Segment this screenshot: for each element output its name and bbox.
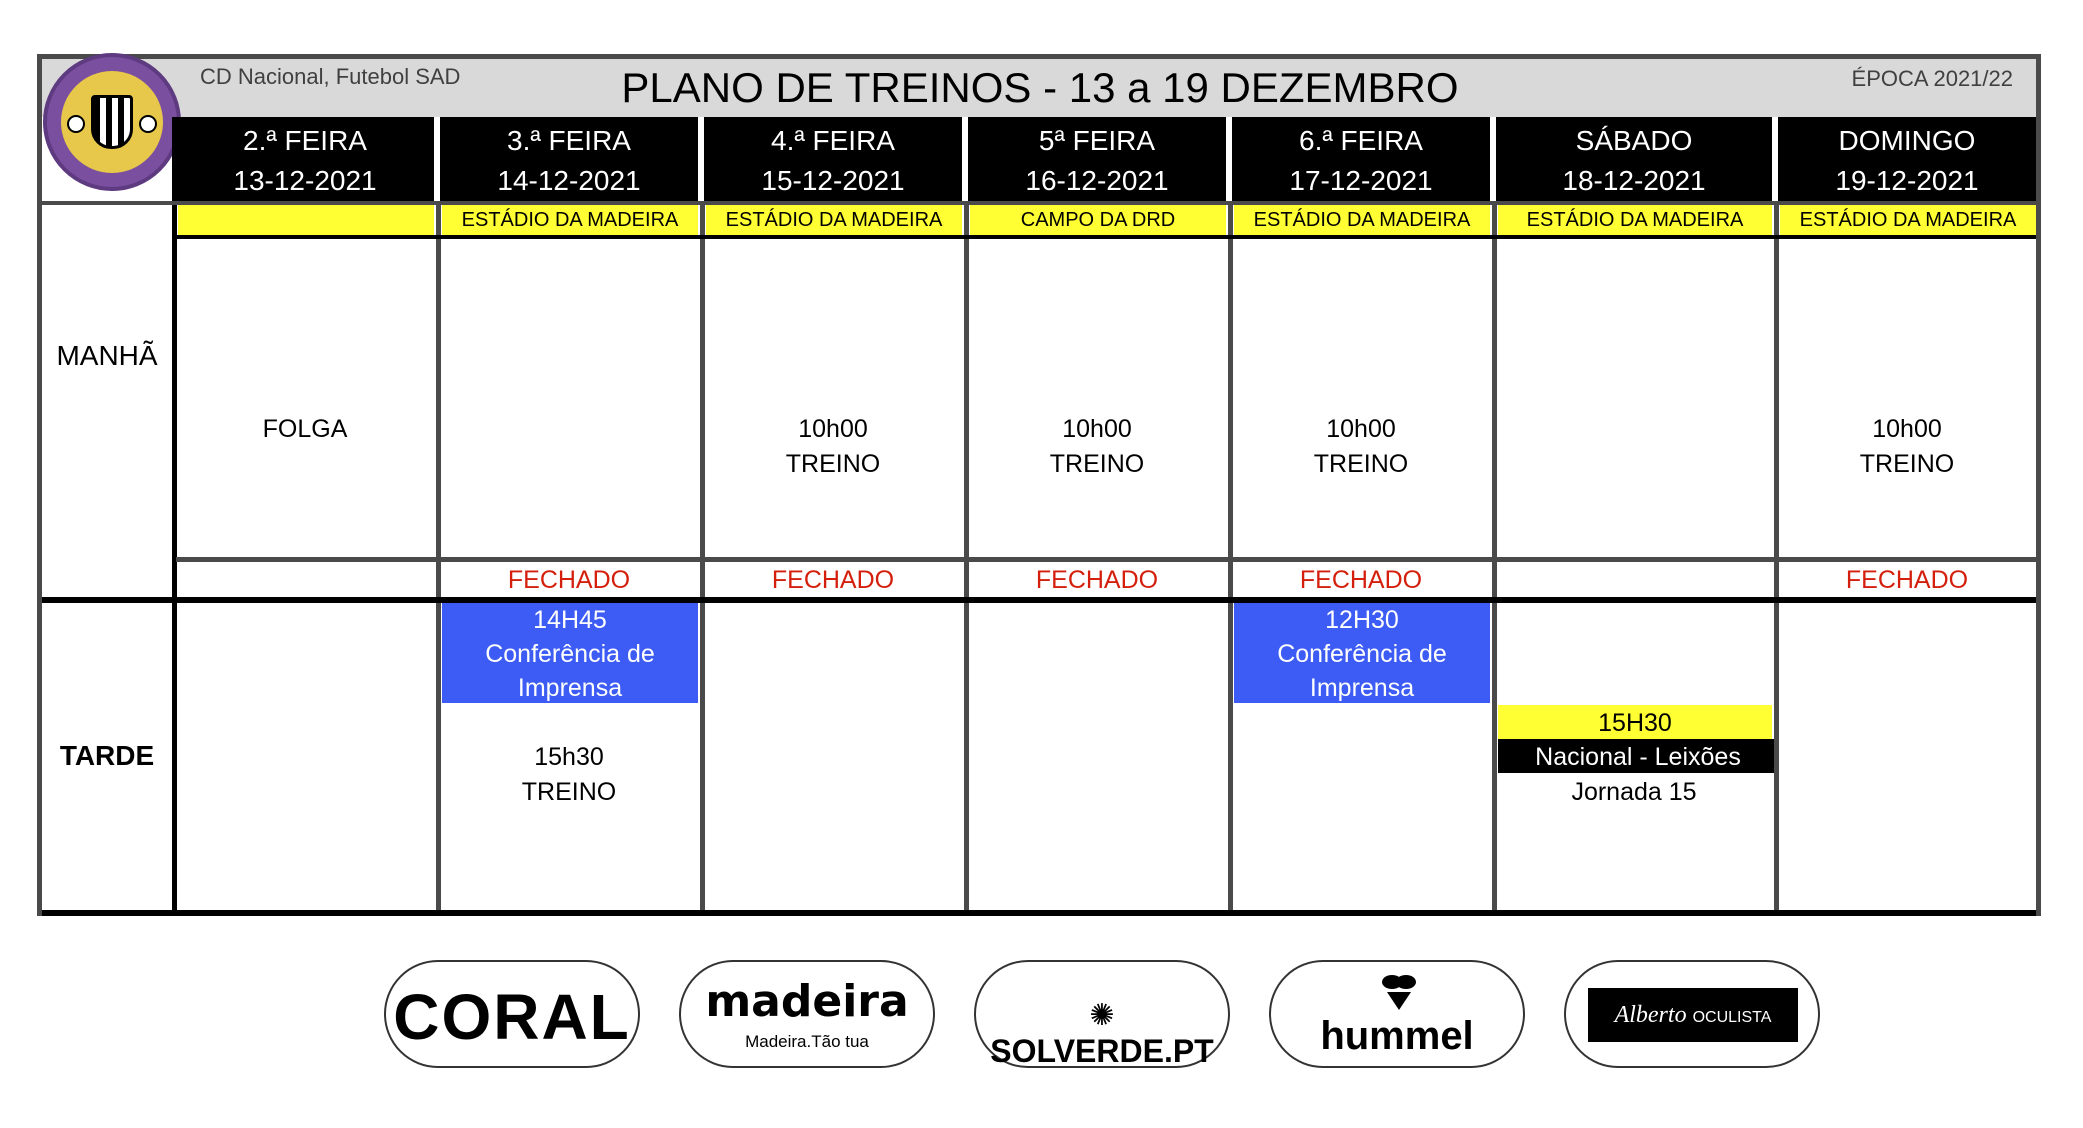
closed-fri: FECHADO — [1299, 566, 1423, 594]
grid-line — [42, 201, 2036, 205]
venue-wed: ESTÁDIO DA MADEIRA — [706, 205, 962, 235]
grid-line — [176, 235, 2036, 239]
morning-wed-activity: TREINO — [785, 450, 881, 478]
day-header-mon: 2.ª FEIRA 13-12-2021 — [176, 117, 434, 203]
closed-sun: FECHADO — [1845, 566, 1969, 594]
venue-tue: ESTÁDIO DA MADEIRA — [442, 205, 698, 235]
day-header-thu: 5ª FEIRA 16-12-2021 — [968, 117, 1226, 203]
morning-sun-activity: TREINO — [1859, 450, 1955, 478]
grid-line — [176, 557, 2036, 562]
press-conference-fri: 12H30 Conferência de Imprensa — [1234, 603, 1490, 703]
sponsor-solverde: ✺ SOLVERDE.PT — [974, 960, 1230, 1068]
sponsor-alberto-oculista: Alberto OCULISTA — [1564, 960, 1820, 1068]
row-label-afternoon: TARDE — [59, 740, 155, 771]
club-name: CD Nacional, Futebol SAD — [200, 64, 461, 89]
day-header-wed: 4.ª FEIRA 15-12-2021 — [704, 117, 962, 203]
day-header-tue: 3.ª FEIRA 14-12-2021 — [440, 117, 698, 203]
sponsor-hummel: hummel — [1269, 960, 1525, 1068]
day-header-sat: SÁBADO 18-12-2021 — [1496, 117, 1772, 203]
match-time-sat: 15H30 — [1498, 705, 1772, 739]
venue-mon — [178, 205, 434, 235]
closed-wed: FECHADO — [771, 566, 895, 594]
morning-wed-time: 10h00 — [798, 415, 868, 443]
morning-fri-time: 10h00 — [1326, 415, 1396, 443]
morning-mon-text: FOLGA — [262, 415, 348, 443]
match-fixture-sat: Nacional - Leixões — [1498, 739, 1778, 773]
sponsor-madeira: madeira Madeira.Tão tua — [679, 960, 935, 1068]
page-title: PLANO DE TREINOS - 13 a 19 DEZEMBRO — [621, 64, 1459, 111]
press-conference-tue: 14H45 Conferência de Imprensa — [442, 603, 698, 703]
morning-sun-time: 10h00 — [1872, 415, 1942, 443]
sponsor-coral: CORAL — [384, 960, 640, 1068]
morning-thu-time: 10h00 — [1062, 415, 1132, 443]
venue-fri: ESTÁDIO DA MADEIRA — [1234, 205, 1490, 235]
grid-line — [42, 597, 2036, 603]
afternoon-tue-time: 15h30 — [534, 743, 604, 771]
closed-tue: FECHADO — [507, 566, 631, 594]
venue-sun: ESTÁDIO DA MADEIRA — [1780, 205, 2036, 235]
grid-line — [42, 910, 2036, 916]
morning-fri-activity: TREINO — [1313, 450, 1409, 478]
venue-thu: CAMPO DA DRD — [970, 205, 1226, 235]
football-icon — [139, 115, 157, 133]
sun-icon: ✺ — [1089, 999, 1115, 1032]
match-round-sat: Jornada 15 — [1571, 778, 1697, 806]
afternoon-tue-activity: TREINO — [521, 778, 617, 806]
football-icon — [67, 115, 85, 133]
day-header-fri: 6.ª FEIRA 17-12-2021 — [1232, 117, 1490, 203]
venue-sat: ESTÁDIO DA MADEIRA — [1498, 205, 1772, 235]
day-header-sun: DOMINGO 19-12-2021 — [1778, 117, 2036, 203]
closed-thu: FECHADO — [1035, 566, 1159, 594]
bee-icon — [1379, 972, 1419, 1012]
morning-thu-activity: TREINO — [1049, 450, 1145, 478]
row-label-morning: MANHÃ — [56, 340, 158, 371]
season-label: ÉPOCA 2021/22 — [1851, 66, 2013, 91]
club-logo — [43, 53, 181, 191]
shield-icon — [91, 95, 133, 149]
